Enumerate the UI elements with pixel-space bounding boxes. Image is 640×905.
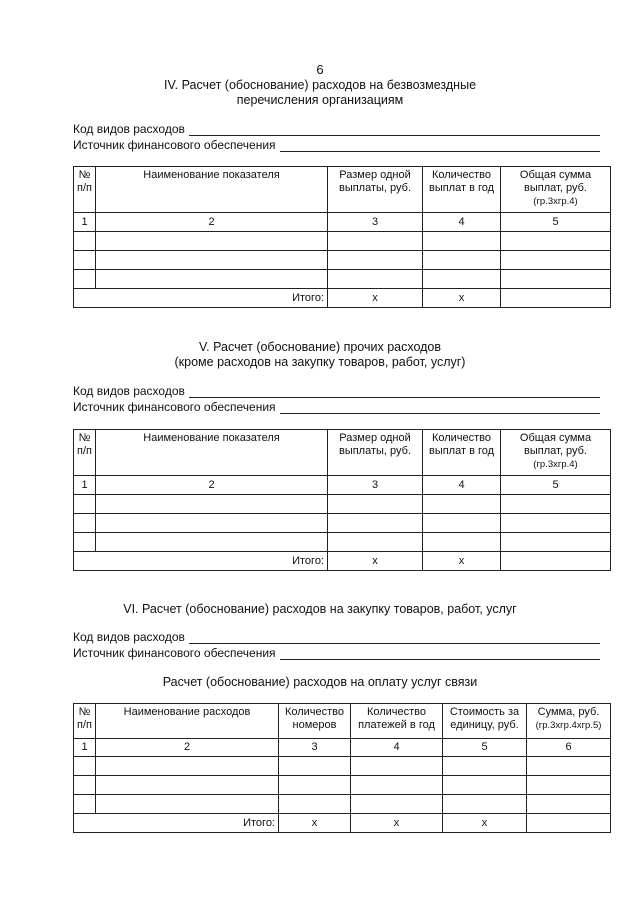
table-cell[interactable] (423, 514, 501, 533)
header-num: № п/п (74, 430, 96, 476)
table-cell[interactable] (96, 495, 328, 514)
section6-code-line[interactable] (189, 633, 600, 644)
total-cell-x: x (423, 289, 501, 308)
table-row (74, 757, 611, 776)
section6-code-field (73, 630, 600, 644)
total-label: Итого: (74, 552, 328, 571)
header-num: № п/п (74, 167, 96, 213)
table-cell[interactable] (351, 757, 443, 776)
col-number: 4 (423, 213, 501, 232)
section4-number-row (74, 213, 611, 232)
header-name: Наименование расходов (96, 704, 279, 739)
table-cell[interactable] (96, 251, 328, 270)
section4-code-label: Код видов расходов (73, 122, 185, 136)
section4-code-line[interactable] (189, 125, 600, 136)
section6-number-row (74, 739, 611, 757)
table-cell[interactable] (527, 795, 611, 814)
section4-header-row (74, 167, 611, 213)
section5-title (0, 340, 640, 370)
table-cell[interactable] (351, 776, 443, 795)
table-cell[interactable] (501, 514, 611, 533)
col-number: 5 (501, 476, 611, 495)
section4-title (0, 78, 640, 108)
table-cell[interactable] (443, 795, 527, 814)
header-payment-count: Количество выплат в год (423, 167, 501, 213)
header-sum-note: (гр.3хгр.4хгр.5) (535, 720, 602, 731)
table-cell[interactable] (74, 514, 96, 533)
table-cell[interactable] (328, 251, 423, 270)
section5-title-line2: (кроме расходов на закупку товаров, работ, услуг) (174, 355, 466, 369)
header-total-sum-label: Общая сумма выплат, руб. (519, 169, 592, 194)
table-cell[interactable] (74, 776, 96, 795)
section5-code-label: Код видов расходов (73, 384, 185, 398)
table-cell[interactable] (501, 251, 611, 270)
table-cell[interactable] (74, 495, 96, 514)
table-cell[interactable] (351, 795, 443, 814)
table-cell[interactable] (96, 514, 328, 533)
col-number: 3 (328, 213, 423, 232)
page-number: 6 (316, 62, 324, 77)
section5-total-row (74, 552, 611, 571)
header-payment-count: Количество выплат в год (423, 430, 501, 476)
table-cell[interactable] (423, 495, 501, 514)
col-number: 4 (351, 739, 443, 757)
col-number: 2 (96, 739, 279, 757)
section4-code-field (73, 122, 600, 136)
total-cell-x: x (423, 552, 501, 571)
section6-total-row (74, 814, 611, 833)
table-cell[interactable] (423, 251, 501, 270)
col-number: 6 (527, 739, 611, 757)
table-row (74, 533, 611, 552)
header-total-sum-label: Общая сумма выплат, руб. (519, 432, 592, 457)
col-number: 1 (74, 739, 96, 757)
section6-source-label: Источник финансового обеспечения (73, 646, 276, 660)
total-cell-x: x (279, 814, 351, 833)
header-sum-label: Сумма, руб. (537, 706, 600, 718)
table-cell[interactable] (328, 514, 423, 533)
header-name: Наименование показателя (96, 167, 328, 213)
section5-title-line1: V. Расчет (обоснование) прочих расходов (198, 340, 442, 354)
table-cell[interactable] (328, 232, 423, 251)
section4-title-line1: IV. Расчет (обоснование) расходов на безвозмездные (163, 78, 477, 92)
header-payment-size: Размер одной выплаты, руб. (328, 430, 423, 476)
table-cell[interactable] (328, 533, 423, 552)
section6-table (73, 703, 611, 833)
table-row (74, 251, 611, 270)
total-cell-x: x (351, 814, 443, 833)
col-number: 3 (328, 476, 423, 495)
table-cell[interactable] (423, 533, 501, 552)
col-number: 2 (96, 476, 328, 495)
section6-source-line[interactable] (280, 649, 600, 660)
section5-table (73, 429, 611, 571)
section4-source-field (73, 138, 600, 152)
table-row (74, 776, 611, 795)
section5-code-field (73, 384, 600, 398)
table-row (74, 795, 611, 814)
header-number-count: Количество номеров (279, 704, 351, 739)
table-cell[interactable] (74, 533, 96, 552)
table-cell[interactable] (74, 757, 96, 776)
col-number: 3 (279, 739, 351, 757)
header-payment-size: Размер одной выплаты, руб. (328, 167, 423, 213)
section4-table (73, 166, 611, 308)
header-unit-cost: Стоимость за единицу, руб. (443, 704, 527, 739)
section5-source-field (73, 400, 600, 414)
section6-title: VI. Расчет (обоснование) расходов на закупку товаров, работ, услуг (123, 602, 517, 616)
header-total-sum (501, 167, 611, 213)
section5-source-line[interactable] (280, 403, 600, 414)
col-number: 2 (96, 213, 328, 232)
header-num: № п/п (74, 704, 96, 739)
table-cell[interactable] (74, 270, 96, 289)
total-cell-x: x (443, 814, 527, 833)
table-cell[interactable] (96, 757, 279, 776)
section4-title-line2: перечисления организациям (236, 93, 404, 107)
table-cell[interactable] (423, 270, 501, 289)
col-number: 4 (423, 476, 501, 495)
total-sum-cell[interactable] (527, 814, 611, 833)
table-row (74, 514, 611, 533)
section5-number-row (74, 476, 611, 495)
col-number: 1 (74, 476, 96, 495)
table-cell[interactable] (96, 270, 328, 289)
table-row (74, 495, 611, 514)
section6-code-label: Код видов расходов (73, 630, 185, 644)
table-cell[interactable] (443, 776, 527, 795)
total-cell-x: x (328, 289, 423, 308)
table-cell[interactable] (501, 533, 611, 552)
section6-header-row (74, 704, 611, 739)
table-cell[interactable] (527, 776, 611, 795)
table-cell[interactable] (501, 232, 611, 251)
total-sum-cell[interactable] (501, 289, 611, 308)
table-cell[interactable] (279, 776, 351, 795)
section4-source-label: Источник финансового обеспечения (73, 138, 276, 152)
col-number: 5 (443, 739, 527, 757)
table-cell[interactable] (96, 795, 279, 814)
section5-code-line[interactable] (189, 387, 600, 398)
header-name: Наименование показателя (96, 430, 328, 476)
total-cell-x: x (328, 552, 423, 571)
total-sum-cell[interactable] (501, 552, 611, 571)
table-row (74, 270, 611, 289)
table-cell[interactable] (96, 776, 279, 795)
table-cell[interactable] (527, 757, 611, 776)
header-payments-per-year: Количество платежей в год (351, 704, 443, 739)
table-cell[interactable] (423, 232, 501, 251)
table-cell[interactable] (96, 232, 328, 251)
section4-source-line[interactable] (280, 141, 600, 152)
section5-source-label: Источник финансового обеспечения (73, 400, 276, 414)
col-number: 5 (501, 213, 611, 232)
table-row (74, 232, 611, 251)
table-cell[interactable] (328, 270, 423, 289)
table-cell[interactable] (74, 232, 96, 251)
header-total-sum-note: (гр.3хгр.4) (533, 196, 578, 207)
total-label: Итого: (74, 814, 279, 833)
table-cell[interactable] (501, 495, 611, 514)
header-total-sum (501, 430, 611, 476)
col-number: 1 (74, 213, 96, 232)
header-total-sum-note: (гр.3хгр.4) (533, 459, 578, 470)
section4-total-row (74, 289, 611, 308)
table-cell[interactable] (74, 251, 96, 270)
table-cell[interactable] (96, 533, 328, 552)
table-cell[interactable] (279, 795, 351, 814)
table-cell[interactable] (443, 757, 527, 776)
section6-subtitle: Расчет (обоснование) расходов на оплату услуг связи (162, 675, 478, 689)
table-cell[interactable] (279, 757, 351, 776)
total-label: Итого: (74, 289, 328, 308)
table-cell[interactable] (328, 495, 423, 514)
section5-header-row (74, 430, 611, 476)
table-cell[interactable] (74, 795, 96, 814)
table-cell[interactable] (501, 270, 611, 289)
section6-source-field (73, 646, 600, 660)
header-sum (527, 704, 611, 739)
